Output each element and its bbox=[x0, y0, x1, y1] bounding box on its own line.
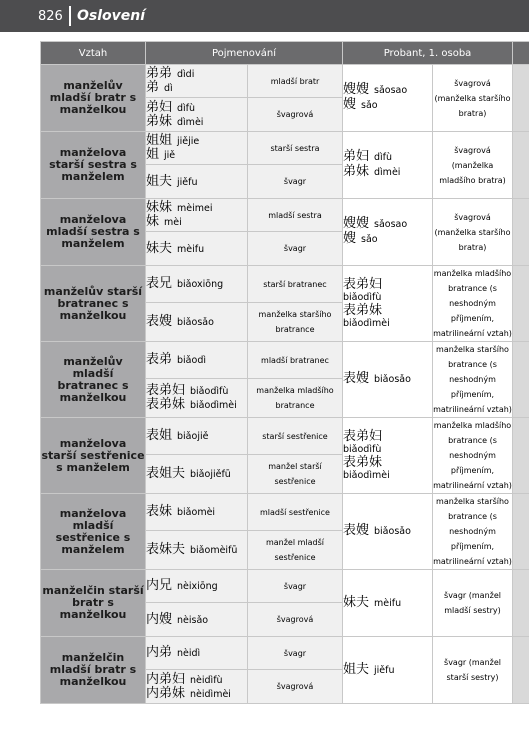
term-cell bbox=[146, 531, 248, 570]
cut-off-column-cell bbox=[513, 494, 529, 570]
gloss-cell: starší sestra bbox=[248, 132, 343, 165]
hanzi-text: 表弟妹 bbox=[146, 397, 186, 413]
term-cell bbox=[146, 570, 248, 603]
pinyin-text: dìmèi bbox=[177, 116, 204, 128]
pinyin-text: biǎojiě bbox=[177, 431, 209, 443]
pinyin-text: biǎodìfù bbox=[343, 291, 382, 303]
pinyin-text: biǎojiěfū bbox=[190, 469, 231, 481]
pinyin-text: mèifu bbox=[374, 597, 402, 609]
term-cell bbox=[146, 379, 248, 418]
term-cell bbox=[146, 418, 248, 455]
cut-off-column-cell bbox=[513, 65, 529, 132]
relation-cell: manželova starší sestřenice s manželem bbox=[41, 418, 146, 494]
table-row bbox=[41, 199, 529, 232]
hanzi-text: 表妹夫 bbox=[146, 542, 186, 558]
page-header-bar bbox=[0, 0, 529, 32]
term-line bbox=[146, 277, 247, 291]
hanzi-text: 妹 bbox=[146, 214, 160, 229]
term-line bbox=[343, 596, 432, 611]
pinyin-text: dìfù bbox=[177, 102, 196, 114]
gloss-cell: mladší sestra bbox=[248, 199, 343, 232]
pinyin-text: biǎosǎo bbox=[374, 374, 411, 385]
term-cell bbox=[146, 637, 248, 670]
pinyin-text: biǎodìmèi bbox=[343, 317, 390, 329]
hanzi-text: 弟妇 bbox=[343, 149, 370, 164]
pinyin-text: biǎodìmèi bbox=[343, 469, 390, 481]
term-line bbox=[146, 353, 247, 367]
term-cell bbox=[146, 303, 248, 342]
header-naming: Pojmenování bbox=[146, 42, 343, 65]
proband-note-cell: švagrová (manželka mladšího bratra) bbox=[433, 132, 513, 199]
term-cell bbox=[146, 670, 248, 704]
relation-cell: manželova mladší sestra s manželem bbox=[41, 199, 146, 266]
proband-note-cell: švagr (manžel starší sestry) bbox=[433, 637, 513, 704]
hanzi-text: 妹夫 bbox=[343, 594, 370, 610]
hanzi-text: 内弟妹 bbox=[146, 685, 186, 701]
relation-cell: manželčin starší bratr s manželkou bbox=[41, 570, 146, 637]
table-row bbox=[41, 65, 529, 98]
proband-term-cell bbox=[343, 570, 433, 637]
pinyin-text: biǎodìfù bbox=[343, 443, 382, 455]
term-cell bbox=[146, 455, 248, 494]
gloss-cell: švagr bbox=[248, 637, 343, 670]
cut-off-column-cell bbox=[513, 342, 529, 418]
pinyin-text: jiě bbox=[164, 150, 176, 161]
term-line bbox=[343, 663, 432, 678]
hanzi-text: 姐夫 bbox=[343, 661, 370, 677]
term-line bbox=[343, 524, 432, 539]
pinyin-text: nèidìmèi bbox=[190, 688, 231, 700]
hanzi-text: 表弟妹 bbox=[343, 302, 383, 318]
relation-cell: manželův mladší bratr s manželkou bbox=[41, 65, 146, 132]
cut-off-column-cell bbox=[513, 266, 529, 342]
term-line bbox=[146, 398, 247, 412]
hanzi-text: 表嫂 bbox=[343, 371, 370, 386]
term-line bbox=[146, 543, 247, 557]
proband-note-cell: švagrová (manželka staršího bratra) bbox=[433, 199, 513, 266]
term-line bbox=[146, 579, 247, 593]
proband-note-cell: švagr (manžel mladší sestry) bbox=[433, 570, 513, 637]
term-cell bbox=[146, 342, 248, 379]
relation-cell: manželova mladší sestřenice s manželem bbox=[41, 494, 146, 570]
relation-cell: manželův mladší bratranec s manželkou bbox=[41, 342, 146, 418]
proband-term-cell bbox=[343, 65, 433, 132]
cut-off-column-cell bbox=[513, 132, 529, 199]
hanzi-text: 表妹 bbox=[146, 504, 173, 520]
pinyin-text: biǎodì bbox=[177, 355, 206, 367]
gloss-cell: švagrová bbox=[248, 670, 343, 704]
term-cell bbox=[146, 494, 248, 531]
relation-cell: manželčin mladší bratr s manželkou bbox=[41, 637, 146, 704]
proband-note-cell: manželka mladšího bratrance (s neshodným příjmením, matrilineární vztah) bbox=[433, 266, 513, 342]
term-line bbox=[146, 115, 247, 129]
term-line bbox=[146, 81, 247, 95]
hanzi-text: 表弟 bbox=[146, 352, 173, 368]
term-line bbox=[146, 646, 247, 660]
cut-off-column-cell bbox=[513, 418, 529, 494]
hanzi-text: 表嫂 bbox=[343, 523, 370, 538]
cut-off-column-cell bbox=[513, 570, 529, 637]
cut-off-column-cell bbox=[513, 199, 529, 266]
gloss-cell: starší sestřenice bbox=[248, 418, 343, 455]
term-line bbox=[343, 217, 432, 232]
term-line bbox=[343, 232, 432, 247]
pinyin-text: mèimei bbox=[177, 203, 213, 214]
kinship-terms-table bbox=[40, 41, 529, 704]
hanzi-text: 弟妇 bbox=[146, 99, 173, 115]
gloss-cell: švagr bbox=[248, 570, 343, 603]
pinyin-text: nèidìfù bbox=[190, 674, 223, 686]
term-line bbox=[146, 315, 247, 329]
pinyin-text: jiěfu bbox=[374, 664, 395, 676]
term-line bbox=[146, 467, 247, 481]
proband-term-cell bbox=[343, 266, 433, 342]
pinyin-text: biǎomèifū bbox=[190, 545, 238, 557]
header-proband: Probant, 1. osoba bbox=[343, 42, 513, 65]
table-row bbox=[41, 494, 529, 531]
term-line bbox=[343, 165, 432, 180]
hanzi-text: 内弟 bbox=[146, 645, 173, 660]
hanzi-text: 弟弟 bbox=[146, 66, 173, 81]
gloss-cell: švagrová bbox=[248, 603, 343, 637]
gloss-cell: starší bratranec bbox=[248, 266, 343, 303]
gloss-cell: mladší sestřenice bbox=[248, 494, 343, 531]
term-cell bbox=[146, 65, 248, 98]
hanzi-text: 妹妹 bbox=[146, 200, 173, 215]
proband-term-cell bbox=[343, 418, 433, 494]
table-header-row bbox=[41, 42, 529, 65]
pinyin-text: dìfù bbox=[374, 152, 393, 163]
term-line bbox=[343, 98, 432, 113]
term-cell bbox=[146, 199, 248, 232]
term-line bbox=[146, 505, 247, 519]
hanzi-text: 表弟妇 bbox=[146, 383, 186, 399]
hanzi-text: 姐姐 bbox=[146, 133, 173, 148]
pinyin-text: nèixiōng bbox=[177, 581, 218, 592]
pinyin-text: mèifu bbox=[177, 243, 205, 255]
term-line bbox=[146, 134, 247, 148]
gloss-cell: mladší bratr bbox=[248, 65, 343, 98]
proband-term-cell bbox=[343, 132, 433, 199]
pinyin-text: dìmèi bbox=[374, 167, 401, 178]
gloss-cell: manželka staršího bratrance bbox=[248, 303, 343, 342]
hanzi-text: 嫂 bbox=[343, 97, 357, 112]
table-row bbox=[41, 637, 529, 670]
proband-note-cell: manželka staršího bratrance (s neshodným příjmením, matrilineární vztah) bbox=[433, 494, 513, 570]
pinyin-text: dì bbox=[164, 83, 173, 94]
table-row bbox=[41, 132, 529, 165]
proband-note-cell: manželka mladšího bratrance (s neshodným příjmením, matrilineární vztah) bbox=[433, 418, 513, 494]
hanzi-text: 表弟妇 bbox=[343, 428, 383, 444]
hanzi-text: 弟妹 bbox=[146, 113, 173, 129]
pinyin-text: nèidì bbox=[177, 648, 201, 659]
term-cell bbox=[146, 98, 248, 132]
term-line bbox=[146, 101, 247, 115]
gloss-cell: švagr bbox=[248, 165, 343, 199]
gloss-cell: mladší bratranec bbox=[248, 342, 343, 379]
term-line bbox=[146, 175, 247, 189]
pinyin-text: biǎosǎo bbox=[374, 526, 411, 537]
term-line bbox=[146, 201, 247, 215]
table-row bbox=[41, 342, 529, 379]
cut-off-column-cell bbox=[513, 637, 529, 704]
page-number: 826 bbox=[38, 9, 63, 24]
table-row bbox=[41, 266, 529, 303]
term-cell bbox=[146, 232, 248, 266]
hanzi-text: 嫂嫂 bbox=[343, 82, 370, 97]
hanzi-text: 内兄 bbox=[146, 578, 173, 593]
proband-note-cell: švagrová (manželka staršího bratra) bbox=[433, 65, 513, 132]
hanzi-text: 内嫂 bbox=[146, 611, 173, 627]
pinyin-text: sǎo bbox=[361, 234, 378, 245]
term-line bbox=[146, 242, 247, 256]
hanzi-text: 表兄 bbox=[146, 276, 173, 292]
hanzi-text: 内弟妇 bbox=[146, 671, 186, 687]
term-line bbox=[146, 429, 247, 443]
hanzi-text: 弟 bbox=[146, 80, 160, 95]
proband-term-cell bbox=[343, 199, 433, 266]
proband-note-cell: manželka staršího bratrance (s neshodným příjmením, matrilineární vztah) bbox=[433, 342, 513, 418]
pinyin-text: biǎosǎo bbox=[177, 317, 214, 329]
table-row bbox=[41, 570, 529, 603]
pinyin-text: biǎodìfù bbox=[190, 386, 229, 398]
pinyin-text: jiěfu bbox=[177, 176, 198, 188]
pinyin-text: biǎoxiōng bbox=[177, 279, 224, 291]
table-body bbox=[41, 65, 529, 704]
pinyin-text: sǎosao bbox=[374, 219, 408, 230]
pinyin-text: sǎo bbox=[361, 100, 378, 111]
pinyin-text: biǎodìmèi bbox=[190, 400, 237, 412]
header-extra bbox=[513, 42, 529, 65]
gloss-cell: manžel mladší sestřenice bbox=[248, 531, 343, 570]
hanzi-text: 嫂 bbox=[343, 231, 357, 246]
pinyin-text: jiějie bbox=[177, 136, 200, 147]
term-cell bbox=[146, 132, 248, 165]
term-cell bbox=[146, 266, 248, 303]
term-cell bbox=[146, 603, 248, 637]
term-line bbox=[343, 150, 432, 165]
proband-term-cell bbox=[343, 494, 433, 570]
gloss-cell: švagr bbox=[248, 232, 343, 266]
hanzi-text: 表姐夫 bbox=[146, 466, 186, 482]
term-line bbox=[343, 83, 432, 98]
term-line bbox=[146, 215, 247, 229]
proband-term-cell bbox=[343, 342, 433, 418]
hanzi-text: 表嫂 bbox=[146, 314, 173, 330]
hanzi-text: 表弟妹 bbox=[343, 454, 383, 470]
gloss-cell: manžel starší sestřenice bbox=[248, 455, 343, 494]
pinyin-text: dìdi bbox=[177, 69, 195, 80]
hanzi-text: 表姐 bbox=[146, 428, 173, 444]
pinyin-text: biǎomèi bbox=[177, 507, 216, 519]
term-line bbox=[146, 613, 247, 627]
table-row bbox=[41, 418, 529, 455]
pinyin-text: sǎosao bbox=[374, 85, 408, 96]
header-relation: Vztah bbox=[41, 42, 146, 65]
hanzi-text: 弟妹 bbox=[343, 164, 370, 179]
term-line bbox=[146, 687, 247, 701]
term-line bbox=[146, 673, 247, 687]
gloss-cell: švagrová bbox=[248, 98, 343, 132]
header-divider bbox=[69, 6, 71, 26]
relation-cell: manželova starší sestra s manželem bbox=[41, 132, 146, 199]
relation-cell: manželův starší bratranec s manželkou bbox=[41, 266, 146, 342]
hanzi-text: 妹夫 bbox=[146, 240, 173, 256]
chapter-title: Oslovení bbox=[77, 8, 146, 24]
hanzi-text: 嫂嫂 bbox=[343, 216, 370, 231]
hanzi-text: 表弟妇 bbox=[343, 276, 383, 292]
term-line bbox=[146, 67, 247, 81]
term-line bbox=[146, 148, 247, 162]
pinyin-text: nèisǎo bbox=[177, 614, 209, 626]
hanzi-text: 姐 bbox=[146, 147, 160, 162]
gloss-cell: manželka mladšího bratrance bbox=[248, 379, 343, 418]
pinyin-text: mèi bbox=[164, 217, 182, 228]
proband-term-cell bbox=[343, 637, 433, 704]
term-cell bbox=[146, 165, 248, 199]
hanzi-text: 姐夫 bbox=[146, 173, 173, 189]
term-line bbox=[343, 372, 432, 387]
